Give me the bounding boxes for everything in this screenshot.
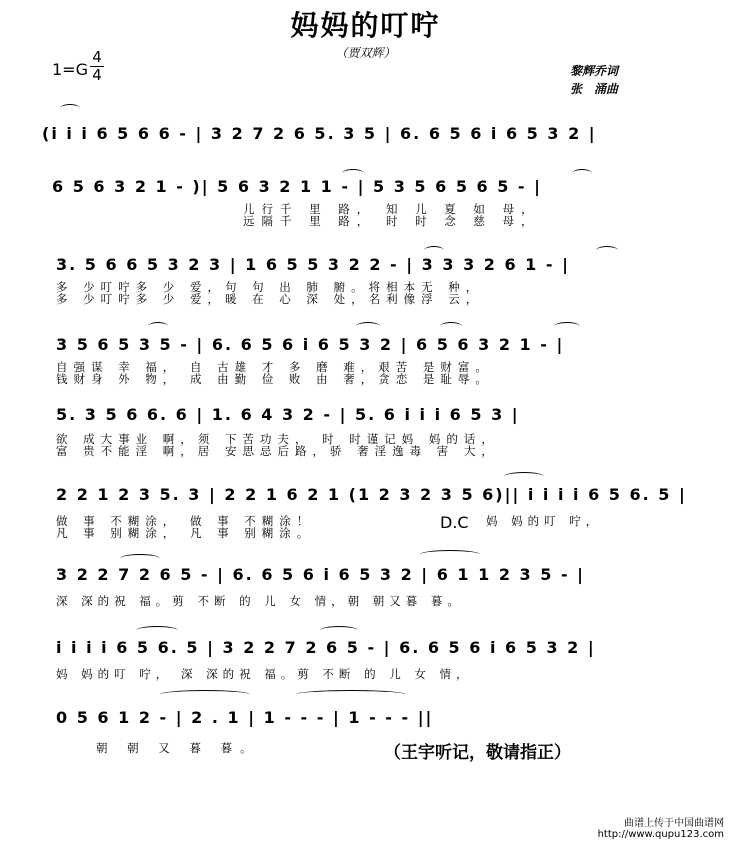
- slur: [554, 322, 580, 331]
- meter-bottom: 4: [92, 66, 102, 84]
- notation: 5. 3 5 6 6. 6 | 1. 6 4 3 2 - | 5. 6 i i i 6 5 3 |: [56, 405, 520, 424]
- lyric-chorus: 妈 妈的叮 咛，: [486, 514, 603, 528]
- slur: [420, 550, 480, 559]
- song-title: 妈妈的叮咛: [290, 9, 441, 42]
- lyric-verse-1: 欲 成大事业 啊，须 下苦功夫， 时 时谨记妈 妈的话，: [56, 432, 499, 446]
- slur: [320, 626, 358, 635]
- notation: 3 5 6 5 3 5 - | 6. 6 5 6 i 6 5 3 2 | 6 5 6 3 2 1 - |: [56, 335, 565, 354]
- slur: [596, 246, 618, 255]
- score-row-1: [38, 120, 693, 160]
- meter-top: 4: [92, 48, 102, 66]
- lyric-verse-1: 多 少叮咛多 少 爱，句 句 出 肺 腑。将相本无 种，: [56, 280, 484, 294]
- notation: (i i i 6 5 6 6 - | 3 2 7 2 6 5. 3 5 | 6. 6 5 6 i 6 5 3 2 |: [42, 124, 597, 143]
- lyric-verse-1: 儿行千 里 路， 知 儿 夏 如 母，: [243, 202, 540, 216]
- slur: [356, 322, 380, 331]
- score-row-5: [38, 405, 693, 458]
- slur: [136, 626, 178, 635]
- notation: 0 5 6 1 2 - | 2 . 1 | 1 - - - | 1 - - - ||: [56, 708, 434, 727]
- slur: [504, 472, 544, 481]
- lyric-verse-1: 做 事 不糊涂， 做 事 不糊涂！: [56, 514, 315, 528]
- slur: [120, 554, 160, 563]
- watermark-line-2: http://www.qupu123.com: [597, 829, 724, 840]
- composer: 张 涌曲: [570, 82, 619, 96]
- score-row-7: [38, 565, 693, 608]
- key-signature: 1=G: [52, 60, 88, 79]
- watermark-line-1: 曲谱上传于中国曲谱网: [624, 818, 724, 829]
- singer-subtitle: （贾双辉）: [335, 46, 396, 60]
- slur: [148, 322, 168, 331]
- score-row-3: [38, 253, 693, 306]
- lyric-verse-1: 朝 朝 又 暮 暮。: [96, 741, 260, 755]
- lyric-verse-2: 多 少叮咛多 少 爱，暖 在 心 深 处，名利像浮 云，: [56, 292, 484, 306]
- notation: 3. 5 6 6 5 3 2 3 | 1 6 5 5 3 2 2 - | 3 3 3 2 6 1 - |: [56, 255, 570, 274]
- notation: 6 5 6 3 2 1 - )| 5 6 3 2 1 1 - | 5 3 5 6 5 6 5 - |: [52, 177, 542, 196]
- da-capo-mark: D.C: [440, 513, 469, 532]
- lyric-verse-1: 妈 妈的叮 咛， 深 深的祝 福。剪 不断 的 儿 女 情，: [56, 667, 473, 681]
- tie: [296, 690, 406, 699]
- transcriber-note: （王宇听记，敬请指正）: [384, 743, 571, 763]
- slur: [572, 169, 592, 178]
- score-row-2: [38, 175, 693, 228]
- lyric-verse-2: 凡 事 别糊涂， 凡 事 别糊涂。: [56, 526, 315, 540]
- slur: [60, 104, 80, 113]
- score-row-4: [38, 333, 693, 386]
- lyricist: 黎辉乔词: [570, 64, 619, 78]
- tie: [160, 690, 250, 699]
- slur: [342, 169, 364, 178]
- notation: i i i i 6 5 6. 5 | 3 2 2 7 2 6 5 - | 6. 6 5 6 i 6 5 3 2 |: [56, 638, 596, 657]
- slur: [440, 322, 462, 331]
- site-watermark: [592, 818, 724, 840]
- time-signature: [90, 50, 104, 83]
- lyric-verse-2: 钱财身 外 物， 成 由勤 俭 败 由 奢，贪恋 是耻辱。: [56, 372, 493, 386]
- score-row-6: [38, 485, 693, 540]
- lyric-verse-2: 富 贵不能淫 啊，居 安思忌后路，骄 奢淫逸毒 害 大，: [56, 444, 499, 458]
- slur: [424, 246, 444, 255]
- score-row-8: [38, 638, 693, 681]
- notation: 2 2 1 2 3 5. 3 | 2 2 1 6 2 1 (1 2 3 2 3 5 6)|| i i i i 6 5 6. 5 |: [56, 485, 687, 504]
- lyric-verse-2: 远隔千 里 路， 时 时 念 慈 母，: [243, 214, 540, 228]
- credits: [570, 62, 618, 98]
- notation: 3 2 2 7 2 6 5 - | 6. 6 5 6 i 6 5 3 2 | 6 1 1 2 3 5 - |: [56, 565, 585, 584]
- lyric-verse-1: 深 深的祝 福。剪 不断 的 儿 女 情，朝 朝又暮 暮。: [56, 594, 464, 608]
- lyric-verse-1: 自强谋 幸 福， 自 古雄 才 多 磨 难，艰苦 是财富。: [56, 360, 493, 374]
